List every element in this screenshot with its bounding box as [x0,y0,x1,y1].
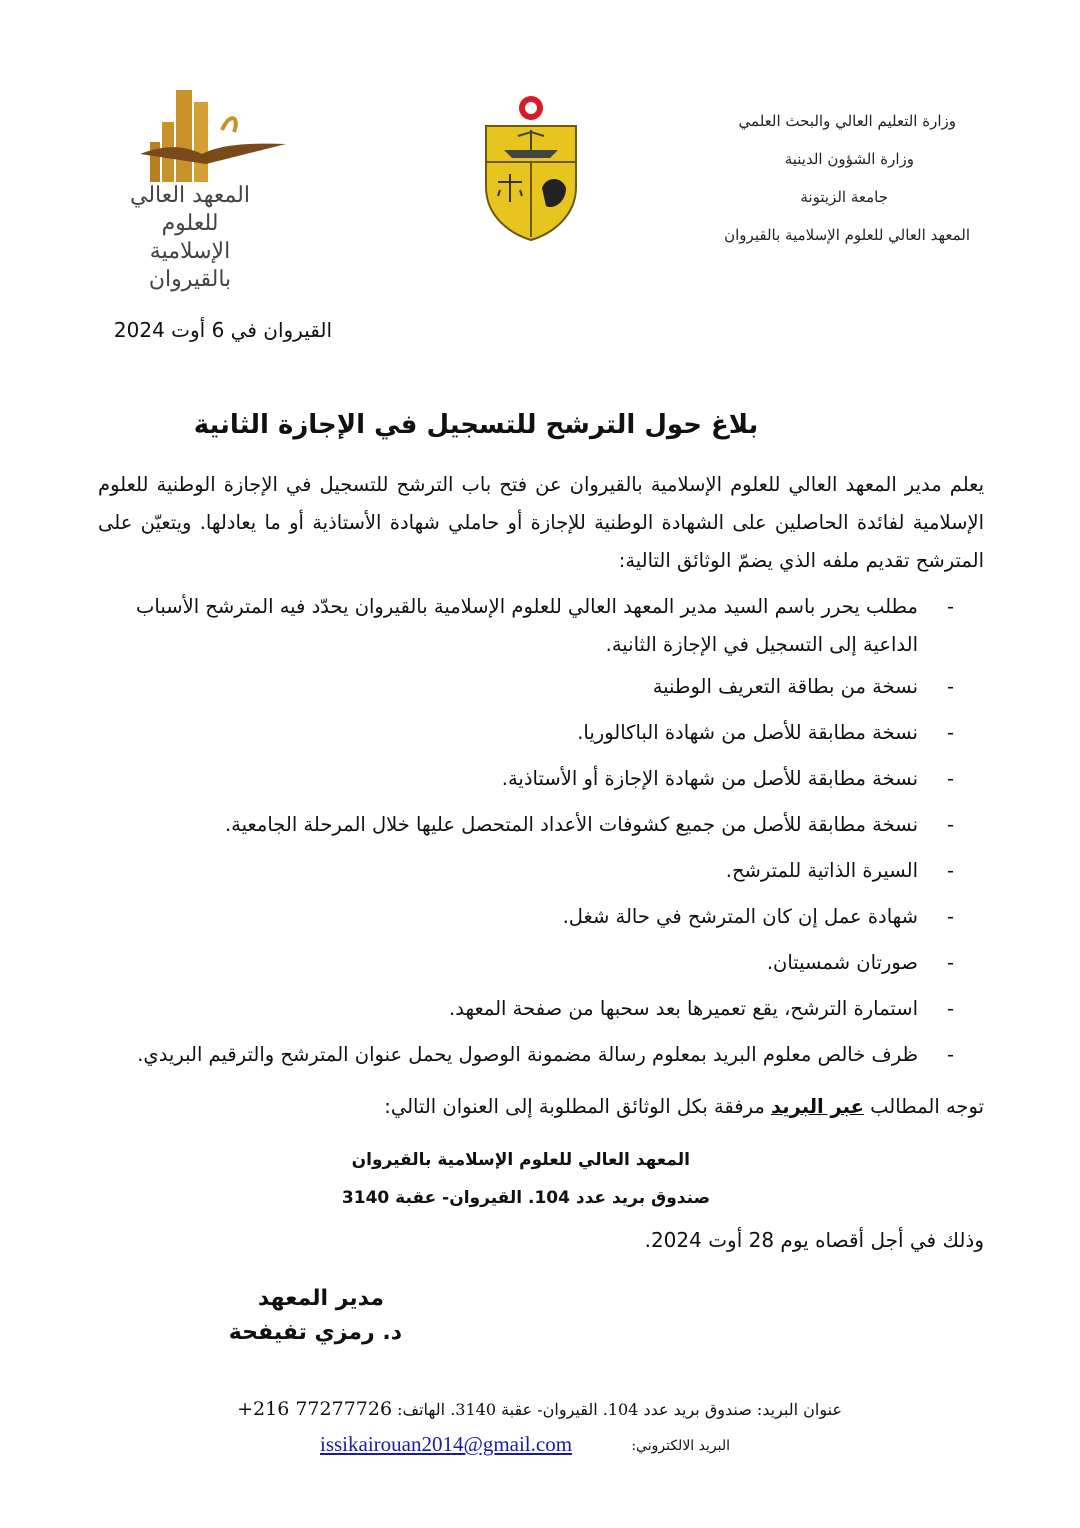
list-item: - شهادة عمل إن كان المترشح في حالة شغل. [98,898,984,936]
ministry-line: جامعة الزيتونة [800,188,888,206]
list-item: - استمارة الترشح، يقع تعميرها بعد سحبها من صفحة المعهد. [98,990,984,1028]
email-link[interactable]: issikairouan2014@gmail.com [320,1432,573,1456]
ministry-header [670,102,970,254]
send-prefix: توجه المطالب [870,1095,984,1118]
send-suffix: مرفقة بكل الوثائق المطلوبة إلى العنوان التالي: [384,1095,765,1118]
ministry-line: المعهد العالي للعلوم الإسلامية بالقيروان [724,226,970,244]
director-title: مدير المعهد [257,1286,384,1311]
footer-address-text: عنوان البريد: صندوق بريد عدد 104. القيروان- عقبة 3140. الهاتف: [397,1400,842,1419]
footer-phone: +216 77277726 [237,1398,393,1420]
deadline: وذلك في أجل أقصاه يوم 28 أوت 2024. [644,1228,984,1252]
list-item: - السيرة الذاتية للمترشح. [98,852,984,890]
tunisia-coat-of-arms-icon [476,92,586,242]
director-name: د. رمزي تفيفحة [228,1320,402,1345]
list-item: - ظرف خالص معلوم البريد بمعلوم رسالة مضمونة الوصول يحمل عنوان المترشح والترقيم البريدي. [98,1036,984,1074]
letter-title: بلاغ حول الترشح للتسجيل في الإجازة الثانية [193,410,759,440]
letter-date: القيروان في 6 أوت 2024 [113,318,332,342]
institute-logo-text [110,182,270,294]
address-name: المعهد العالي للعلوم الإسلامية بالقيروان [351,1150,690,1170]
list-item: - نسخة مطابقة للأصل من جميع كشوفات الأعداد المتحصل عليها خلال المرحلة الجامعية. [98,806,984,844]
address-postbox: صندوق بريد عدد 104. القيروان- عقبة 3140 [341,1188,710,1208]
ministry-line: وزارة الشؤون الدينية [784,150,914,168]
footer-email-label: البريد الالكتروني: [631,1438,730,1454]
required-documents-list [98,588,984,1082]
footer-address [200,1398,842,1420]
list-item: - نسخة مطابقة للأصل من شهادة الباكالوريا. [98,714,984,752]
list-item: - مطلب يحرر باسم السيد مدير المعهد العالي للعلوم الإسلامية بالقيروان يحدّد فيه المترشح الأسباب الداعية إلى التسجيل في الإجازة الثانية. [98,588,984,664]
intro-paragraph: يعلم مدير المعهد العالي للعلوم الإسلامية بالقيروان عن فتح باب الترشح للتسجيل في الإجازة الوطنية للعلوم الإسلامية لفائدة الحاصلين على الشهادة الوطنية للإجازة أو حاملي شهادة الأستاذية أو ما يعادلها. ويتعيّن على المترشح تقديم ملفه الذي يضمّ الوثائق التالية: [98,473,984,572]
logo-line: المعهد العالي للعلوم [129,183,250,236]
list-item: - نسخة مطابقة للأصل من شهادة الإجازة أو الأستاذية. [98,760,984,798]
list-item: - صورتان شمسيتان. [98,944,984,982]
list-item: - نسخة من بطاقة التعريف الوطنية [98,668,984,706]
send-instruction [98,1092,984,1122]
logo-line: الإسلامية بالقيروان [148,239,232,292]
send-by-post: عبر البريد [771,1095,864,1118]
ministry-line: وزارة التعليم العالي والبحث العلمي [738,112,956,130]
